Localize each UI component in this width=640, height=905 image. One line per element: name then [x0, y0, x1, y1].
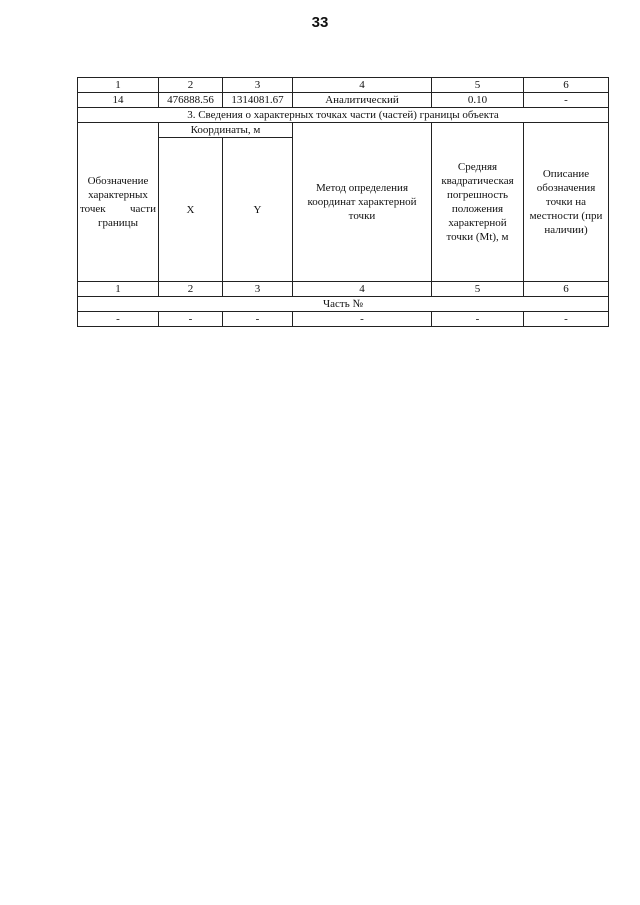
column-number: 2 [159, 282, 223, 297]
table-row [78, 93, 609, 108]
designation-header-line: точек части [80, 203, 156, 215]
empty-cell: - [159, 312, 223, 327]
point-designation-cell: 14 [78, 93, 159, 108]
x-header: X [159, 138, 223, 282]
column-number: 6 [524, 282, 609, 297]
column-number: 3 [223, 78, 293, 93]
empty-cell: - [78, 312, 159, 327]
empty-cell: - [524, 312, 609, 327]
empty-cell: - [293, 312, 432, 327]
column-number: 2 [159, 78, 223, 93]
part-label-row [78, 297, 609, 312]
method-header: Метод определения координат характерной точки [293, 123, 432, 282]
section-title-row [78, 108, 609, 123]
boundary-points-table [77, 77, 609, 327]
x-coordinate-cell: 476888.56 [159, 93, 223, 108]
column-number: 1 [78, 78, 159, 93]
table-row [78, 312, 609, 327]
page-number: 33 [311, 14, 329, 31]
column-number: 4 [293, 78, 432, 93]
method-cell: Аналитический [293, 93, 432, 108]
column-number: 5 [432, 282, 524, 297]
header-row-top [78, 123, 609, 138]
designation-header-line: характерных [88, 189, 148, 201]
part-label: Часть № [78, 297, 609, 312]
section-title: 3. Сведения о характерных точках части (частей) границы объекта [78, 108, 609, 123]
column-number: 1 [78, 282, 159, 297]
column-number: 5 [432, 78, 524, 93]
bottom-column-numbers-row [78, 282, 609, 297]
description-header: Описание обозначения точки на местности (при наличии) [524, 123, 609, 282]
designation-header [78, 123, 159, 282]
description-cell: - [524, 93, 609, 108]
top-column-numbers-row [78, 78, 609, 93]
coordinates-header: Координаты, м [159, 123, 293, 138]
y-header: Y [223, 138, 293, 282]
empty-cell: - [223, 312, 293, 327]
column-number: 4 [293, 282, 432, 297]
designation-header-line: границы [98, 217, 138, 229]
error-cell: 0.10 [432, 93, 524, 108]
column-number: 3 [223, 282, 293, 297]
column-number: 6 [524, 78, 609, 93]
error-header: Средняя квадратическая погрешность положения характерной точки (Mt), м [432, 123, 524, 282]
empty-cell: - [432, 312, 524, 327]
y-coordinate-cell: 1314081.67 [223, 93, 293, 108]
designation-header-line: Обозначение [87, 175, 149, 187]
